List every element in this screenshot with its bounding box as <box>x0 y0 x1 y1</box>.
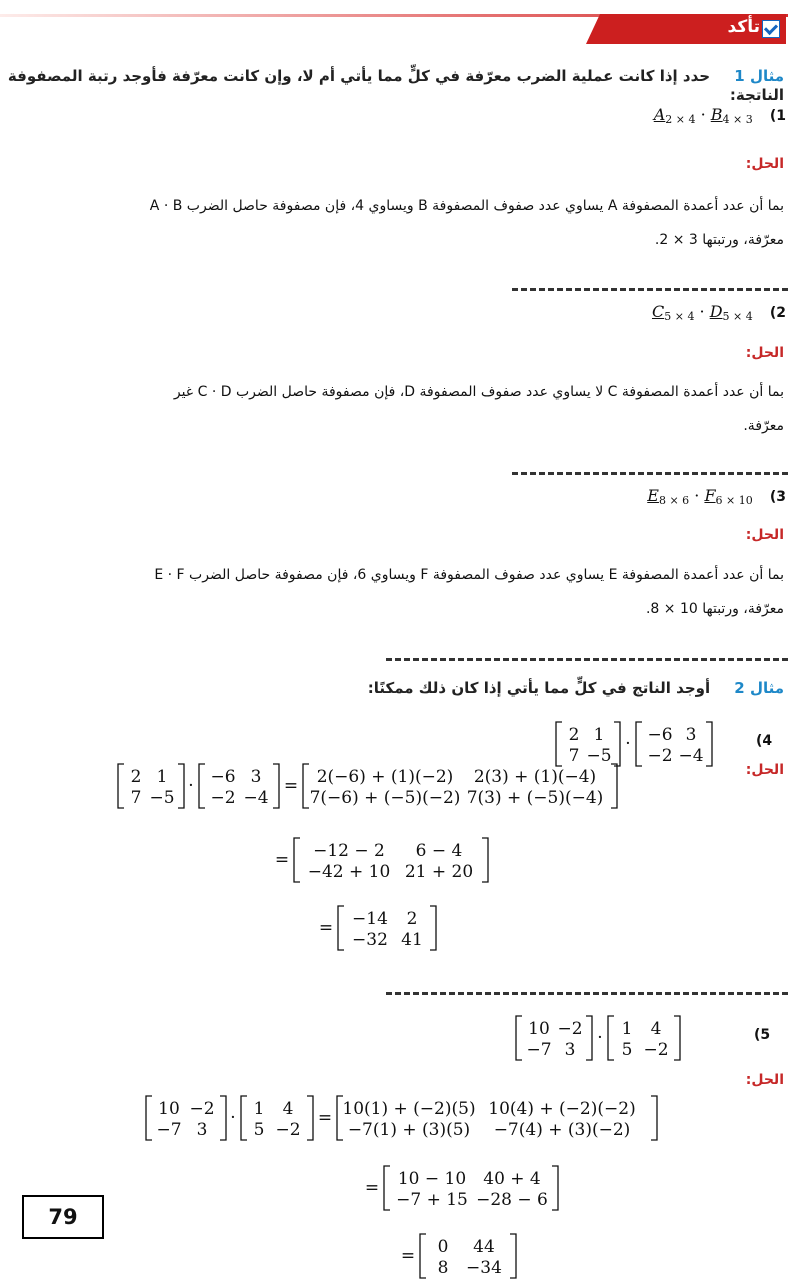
q5-result-matrix-cell: 0 <box>437 1237 449 1257</box>
q5-step2-matrix-cell: 10 − 10 <box>397 1169 467 1189</box>
q5-number: (5 <box>754 1027 771 1043</box>
q2-number: (2 <box>769 305 786 321</box>
example-1-prompt: حدد إذا كانت عملية الضرب معرّفة في كلٍّ مما يأتي أم لا، وإن كانت معرّفة فأوجد رتبة المصفوفة الناتجة: <box>7 67 784 104</box>
q4-number: (4 <box>756 733 773 749</box>
dot-operator: · <box>188 776 194 796</box>
q1-line-1: بما أن عدد أعمدة المصفوفة A يساوي عدد صفوف المصفوفة B ويساوي 4، فإن مصفوفة حاصل الضرب A · B <box>149 198 784 214</box>
example-2-label: مثال 2 <box>734 679 784 697</box>
q4-sol-matrix-b-cell: −2 <box>210 788 236 808</box>
q4-sol-matrix-a-cell: 1 <box>156 767 168 787</box>
q5-matrix-b-cell: 4 <box>650 1019 662 1039</box>
q2-line-2: معرّفة. <box>743 418 784 434</box>
equals-sign: = <box>317 1108 333 1128</box>
q5-sol-matrix-a-cell: −7 <box>156 1120 182 1140</box>
q2-line-1: بما أن عدد أعمدة المصفوفة C لا يساوي عدد صفوف المصفوفة D، فإن مصفوفة حاصل الضرب C · D غير <box>173 384 784 400</box>
q4-result-matrix-cell: 2 <box>406 909 418 929</box>
q4-sol-matrix-a-cell: 7 <box>130 788 142 808</box>
q3-number: (3 <box>769 489 786 505</box>
q5-matrix-b-cell: 1 <box>621 1019 633 1039</box>
q5-result-matrix-cell: −34 <box>466 1258 502 1278</box>
q4-matrix-b-cell: −4 <box>678 746 704 766</box>
q5-matrix-a-cell: −7 <box>526 1040 552 1060</box>
q5-solution-label: الحل: <box>745 1072 784 1088</box>
q2-expression: $C_{5 \times 4} \cdot D_{5 \times 4}$ (2 <box>651 302 786 323</box>
q4-sol-matrix-a-cell: −5 <box>149 788 175 808</box>
equals-sign: = <box>318 918 334 938</box>
q5-sol-matrix-a-cell: −2 <box>189 1099 215 1119</box>
q5-sol-matrix-b-cell: 1 <box>253 1099 265 1119</box>
q4-matrix-b-cell: −2 <box>647 746 673 766</box>
q4-matrix-a-cell: 1 <box>593 725 605 745</box>
q4-result-matrix-cell: −14 <box>352 909 388 929</box>
q5-step1-matrix-cell: 10(4) + (−2)(−2) <box>488 1099 636 1119</box>
q2-solution-label: الحل: <box>745 345 784 361</box>
example-2-prompt: أوجد الناتج في كلٍّ مما يأتي إذا كان ذلك ممكنًا: <box>367 679 711 697</box>
q4-step2-matrix-cell: 21 + 20 <box>404 862 474 882</box>
q3-line-1: بما أن عدد أعمدة المصفوفة E يساوي عدد صفوف المصفوفة F ويساوي 6، فإن مصفوفة حاصل الضرب E · F <box>154 567 784 583</box>
q5-matrix-b-cell: 5 <box>621 1040 633 1060</box>
q4-step2-matrix-cell: −12 − 2 <box>313 841 385 861</box>
q1-line-2: معرّفة، ورتبتها 3 × 2. <box>654 232 784 248</box>
q5-step2-matrix-cell: −28 − 6 <box>476 1190 548 1210</box>
dot-operator: · <box>230 1108 236 1128</box>
dot-operator: · <box>597 1028 603 1048</box>
q5-matrix-a-cell: 3 <box>564 1040 576 1060</box>
equals-sign: = <box>364 1178 380 1198</box>
q1-expression: $A_{2 \times 4} \cdot B_{4 \times 3}$ (1 <box>653 105 786 126</box>
q5-sol-matrix-b-cell: 5 <box>253 1120 265 1140</box>
q5-step2-matrix-cell: 40 + 4 <box>483 1169 541 1189</box>
q3-solution-label: الحل: <box>745 527 784 543</box>
q4-result-matrix-cell: 41 <box>401 930 423 950</box>
equals-sign: = <box>274 850 290 870</box>
q4-step2-matrix-cell: 6 − 4 <box>415 841 463 861</box>
example-1-label: مثال 1 <box>734 67 784 85</box>
q5-result-matrix-cell: 8 <box>437 1258 449 1278</box>
q5-step1-matrix-cell: −7(4) + (3)(−2) <box>493 1120 631 1140</box>
q4-step1-matrix-cell: 2(−6) + (1)(−2) <box>316 767 454 787</box>
q5-matrix-b-cell: −2 <box>643 1040 669 1060</box>
q4-matrix-a-cell: 7 <box>568 746 580 766</box>
q5-sol-matrix-a-cell: 3 <box>196 1120 208 1140</box>
q5-result-matrix-cell: 44 <box>473 1237 495 1257</box>
q1-solution-label: الحل: <box>745 156 784 172</box>
q4-matrix-b-cell: −6 <box>647 725 673 745</box>
divider <box>386 992 788 995</box>
q5-step1-matrix-cell: −7(1) + (3)(5) <box>347 1120 471 1140</box>
q5-matrix-a-cell: −2 <box>557 1019 583 1039</box>
q4-step1-matrix-cell: 2(3) + (1)(−4) <box>473 767 597 787</box>
q5-matrix-a-cell: 10 <box>528 1019 550 1039</box>
q5-sol-matrix-a-cell: 10 <box>158 1099 180 1119</box>
q5-step1-matrix-cell: 10(1) + (−2)(5) <box>342 1099 476 1119</box>
dot-operator: · <box>625 734 631 754</box>
equals-sign: = <box>283 776 299 796</box>
q4-sol-matrix-b-cell: −6 <box>210 767 236 787</box>
q5-sol-matrix-b-cell: 4 <box>282 1099 294 1119</box>
q4-matrix-b-cell: 3 <box>685 725 697 745</box>
q4-solution-label: الحل: <box>745 762 784 778</box>
q4-step2-matrix-cell: −42 + 10 <box>307 862 391 882</box>
q3-expression: $E_{8 \times 6} \cdot F_{6 \times 10}$ (3 <box>647 486 786 507</box>
section-title: تأكد <box>727 17 760 37</box>
q4-result-matrix-cell: −32 <box>352 930 388 950</box>
q4-sol-matrix-b-cell: 3 <box>250 767 262 787</box>
q4-sol-matrix-a-cell: 2 <box>130 767 142 787</box>
q4-matrix-a-cell: −5 <box>586 746 612 766</box>
q4-step1-matrix-cell: 7(3) + (−5)(−4) <box>466 788 604 808</box>
q4-sol-matrix-b-cell: −4 <box>243 788 269 808</box>
q4-step1-matrix-cell: 7(−6) + (−5)(−2) <box>309 788 461 808</box>
equals-sign: = <box>400 1246 416 1266</box>
q1-number: (1 <box>769 108 786 124</box>
q5-step2-matrix-cell: −7 + 15 <box>396 1190 468 1210</box>
q4-matrix-a-cell: 2 <box>568 725 580 745</box>
page-number: 79 <box>22 1195 104 1239</box>
q5-sol-matrix-b-cell: −2 <box>275 1120 301 1140</box>
q3-line-2: معرّفة، ورتبتها 10 × 8. <box>645 601 784 617</box>
